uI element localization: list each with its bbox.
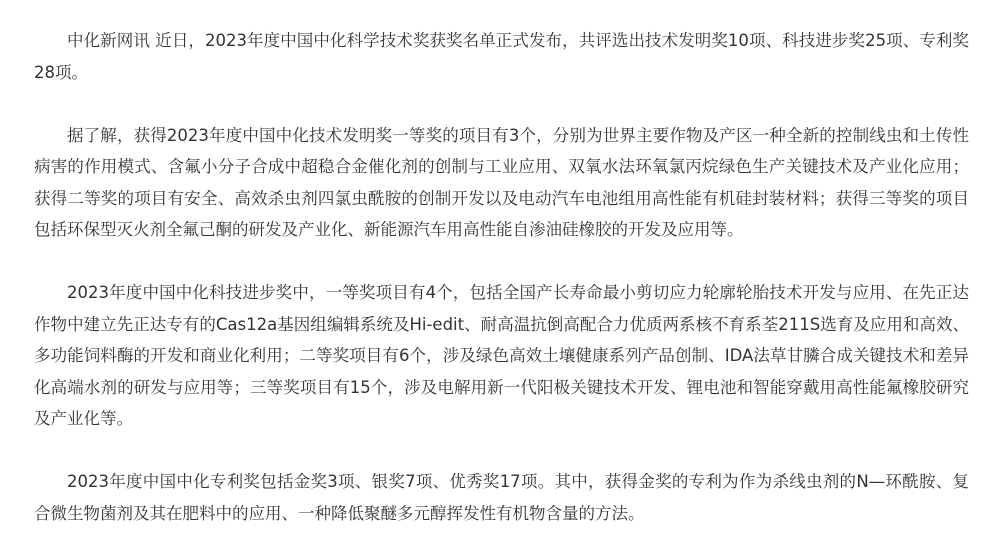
article-body: [34, 25, 969, 529]
paragraph-technology-invention-award: 据了解，获得2023年度中国中化技术发明奖一等奖的项目有3个，分别为世界主要作物及产区一种全新的控制线虫和土传性病害的作用模式、含氟小分子合成中超稳合金催化剂的创制与工业应用、双氧水法环氧氯丙烷绿色生产关键技术及产业化应用；获得二等奖的项目有安全、高效杀虫剂四氯虫酰胺的创制开发以及电动汽车电池组用高性能有机硅封装材料；获得三等奖的项目包括环保型灭火剂全氟己酮的研发及产业化、新能源汽车用高性能自渗油硅橡胶的开发及应用等。: [34, 125, 969, 239]
paragraph-intro: 中化新网讯 近日，2023年度中国中化科学技术奖获奖名单正式发布，共评选出技术发明奖10项、科技进步奖25项、专利奖28项。: [34, 31, 969, 82]
paragraph-science-progress-award: 2023年度中国中化科技进步奖中，一等奖项目有4个，包括全国产长寿命最小剪切应力轮廓轮胎技术开发与应用、在先正达作物中建立先正达专有的Cas12a基因组编辑系统及Hi-edit、耐高温抗倒高配合力优质两系核不育系荃211S选育及应用和高效、多功能饲料酶的开发和商业化利用；二等奖项目有6个，涉及绿色高效土壤健康系列产品创制、IDA法草甘膦合成关键技术和差异化高端水剂的研发与应用等；三等奖项目有15个，涉及电解用新一代阳极关键技术开发、锂电池和智能穿戴用高性能氟橡胶研究及产业化等。: [34, 283, 969, 428]
paragraph-patent-award: 2023年度中国中化专利奖包括金奖3项、银奖7项、优秀奖17项。其中，获得金奖的专利为作为杀线虫剂的N—环酰胺、复合微生物菌剂及其在肥料中的应用、一种降低聚醚多元醇挥发性有机物含量的方法。: [34, 472, 969, 523]
